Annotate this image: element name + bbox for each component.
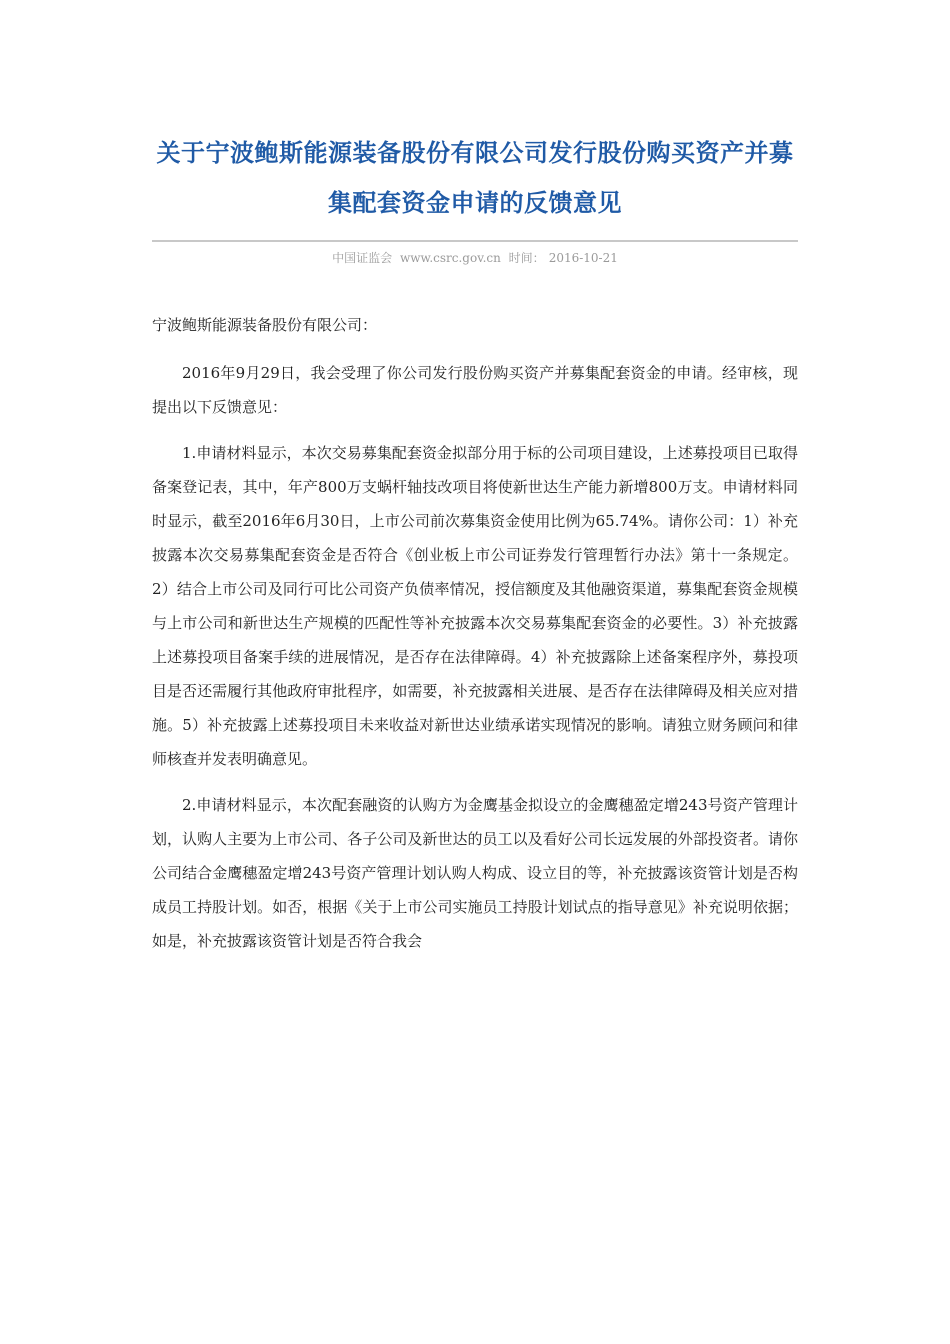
title-line-2: 集配套资金申请的反馈意见 (328, 189, 622, 217)
document-title (120, 128, 830, 228)
source-website: www.csrc.gov.cn (399, 251, 501, 265)
publish-date: 2016-10-21 (548, 251, 618, 265)
title-divider (152, 240, 798, 242)
paragraph-intro: 2016年9月29日，我会受理了你公司发行股份购买资产并募集配套资金的申请。经审核，现提出以下反馈意见： (152, 364, 798, 416)
source-label: 中国证监会 (332, 251, 393, 265)
paragraph-item-1: 1.申请材料显示，本次交易募集配套资金拟部分用于标的公司项目建设，上述募投项目已取得备案登记表，其中，年产800万支蜗杆轴技改项目将使新世达生产能力新增800万支。申请材料同时显示，截至2016年6月30日，上市公司前次募集资金使用比例为65.74%。请你公司：1）补充披露本次交易募集配套资金是否符合《创业板上市公司证券发行管理暂行办法》第十一条规定。2）结合上市公司及同行可比公司资产负债率情况，授信额度及其他融资渠道，募集配套资金规模与上市公司和新世达生产规模的匹配性等补充披露本次交易募集配套资金的必要性。3）补充披露上述募投项目备案手续的进展情况，是否存在法律障碍。4）补充披露除上述备案程序外，募投项目是否还需履行其他政府审批程序，如需要，补充披露相关进展、是否存在法律障碍及相关应对措施。5）补充披露上述募投项目未来收益对新世达业绩承诺实现情况的影响。请独立财务顾问和律师核查并发表明确意见。 (152, 444, 798, 768)
document-body (152, 308, 798, 970)
date-label: 时间： (508, 251, 545, 265)
salutation: 宁波鲍斯能源装备股份有限公司： (152, 316, 378, 334)
document-meta (152, 248, 798, 268)
title-line-1: 关于宁波鲍斯能源装备股份有限公司发行股份购买资产并募 (156, 139, 794, 167)
paragraph-item-2: 2.申请材料显示，本次配套融资的认购方为金鹰基金拟设立的金鹰穗盈定增243号资产管理计划，认购人主要为上市公司、各子公司及新世达的员工以及看好公司长远发展的外部投资者。请你公司结合金鹰穗盈定增243号资产管理计划认购人构成、设立目的等，补充披露该资管计划是否构成员工持股计划。如否，根据《关于上市公司实施员工持股计划试点的指导意见》补充说明依据；如是，补充披露该资管计划是否符合我会 (152, 796, 798, 950)
